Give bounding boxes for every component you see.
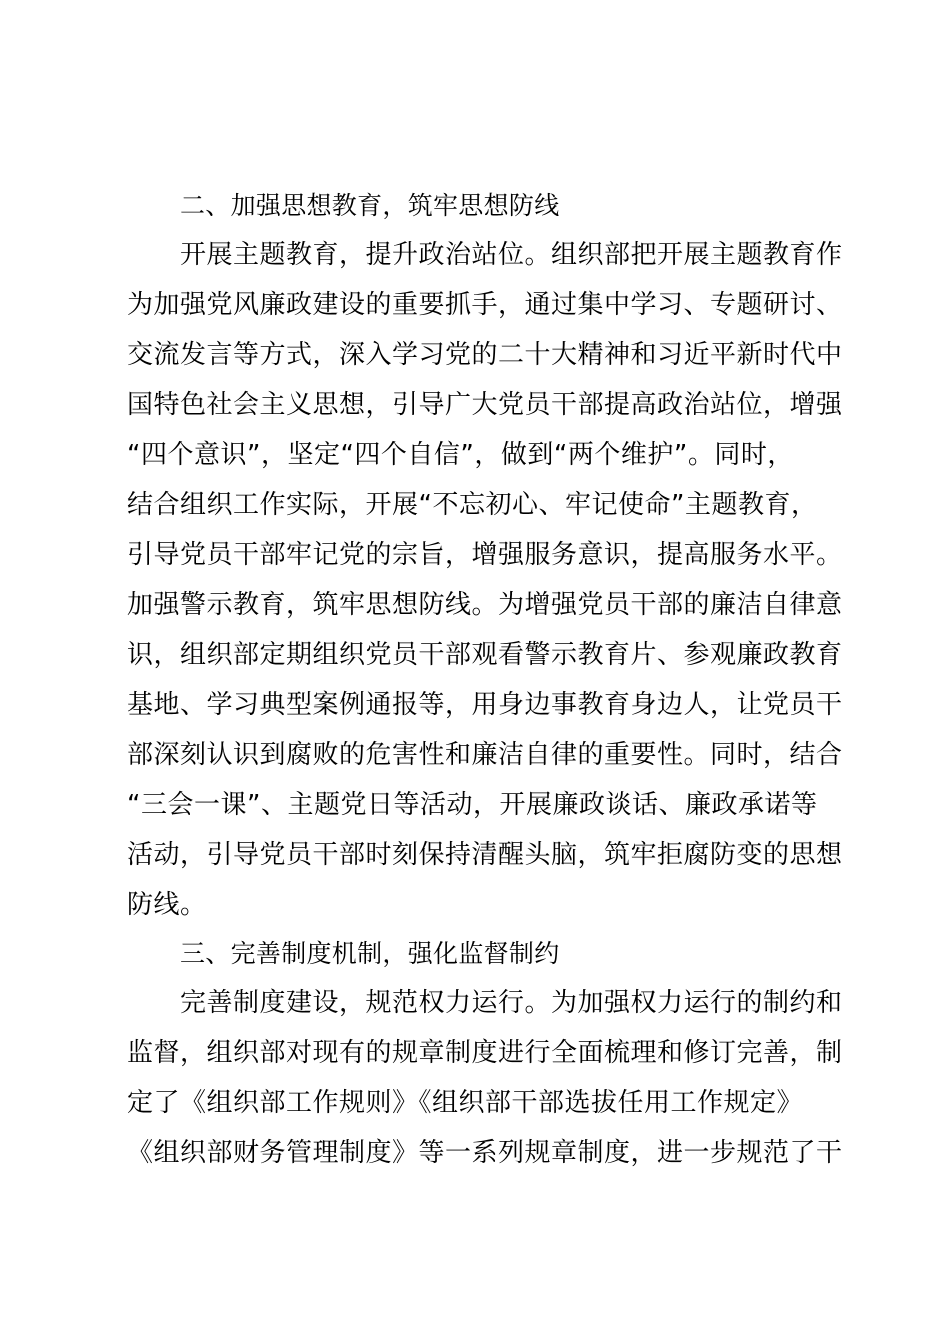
section-heading-2: 二、加强思想教育，筑牢思想防线 [180, 191, 560, 220]
paragraph-line: 监督，组织部对现有的规章制度进行全面梳理和修订完善，制 [127, 1038, 843, 1068]
paragraph-line: “四个意识”，坚定“四个自信”，做到“两个维护”。同时， [127, 440, 794, 470]
paragraph-line: 完善制度建设，规范权力运行。为加强权力运行的制约和 [180, 988, 843, 1018]
paragraph-line: 识，组织部定期组织党员干部观看警示教育片、参观廉政教育 [127, 640, 843, 670]
paragraph-line: 防线。 [127, 890, 207, 920]
section-heading-3: 三、完善制度机制，强化监督制约 [180, 939, 560, 968]
paragraph-line: 交流发言等方式，深入学习党的二十大精神和习近平新时代中 [127, 340, 843, 370]
paragraph-line: 加强警示教育，筑牢思想防线。为增强党员干部的廉洁自律意 [127, 590, 843, 620]
paragraph-line: 开展主题教育，提升政治站位。组织部把开展主题教育作 [180, 240, 843, 270]
paragraph-line: 部深刻认识到腐败的危害性和廉洁自律的重要性。同时，结合 [127, 740, 843, 770]
paragraph-line: 引导党员干部牢记党的宗旨，增强服务意识，提高服务水平。 [127, 540, 843, 570]
paragraph-line: “三会一课”、主题党日等活动，开展廉政谈话、廉政承诺等 [127, 790, 818, 820]
paragraph-line: 国特色社会主义思想，引导广大党员干部提高政治站位，增强 [127, 390, 843, 420]
paragraph-line: 结合组织工作实际，开展“不忘初心、牢记使命”主题教育， [127, 490, 818, 520]
paragraph-line: 基地、学习典型案例通报等，用身边事教育身边人，让党员干 [127, 690, 843, 720]
paragraph-line: 《组织部财务管理制度》等一系列规章制度，进一步规范了干 [127, 1138, 843, 1168]
paragraph-line: 为加强党风廉政建设的重要抓手，通过集中学习、专题研讨、 [127, 290, 843, 320]
paragraph-line: 定了《组织部工作规则》《组织部干部选拔任用工作规定》 [127, 1088, 804, 1118]
paragraph-line: 活动，引导党员干部时刻保持清醒头脑，筑牢拒腐防变的思想 [127, 840, 843, 870]
